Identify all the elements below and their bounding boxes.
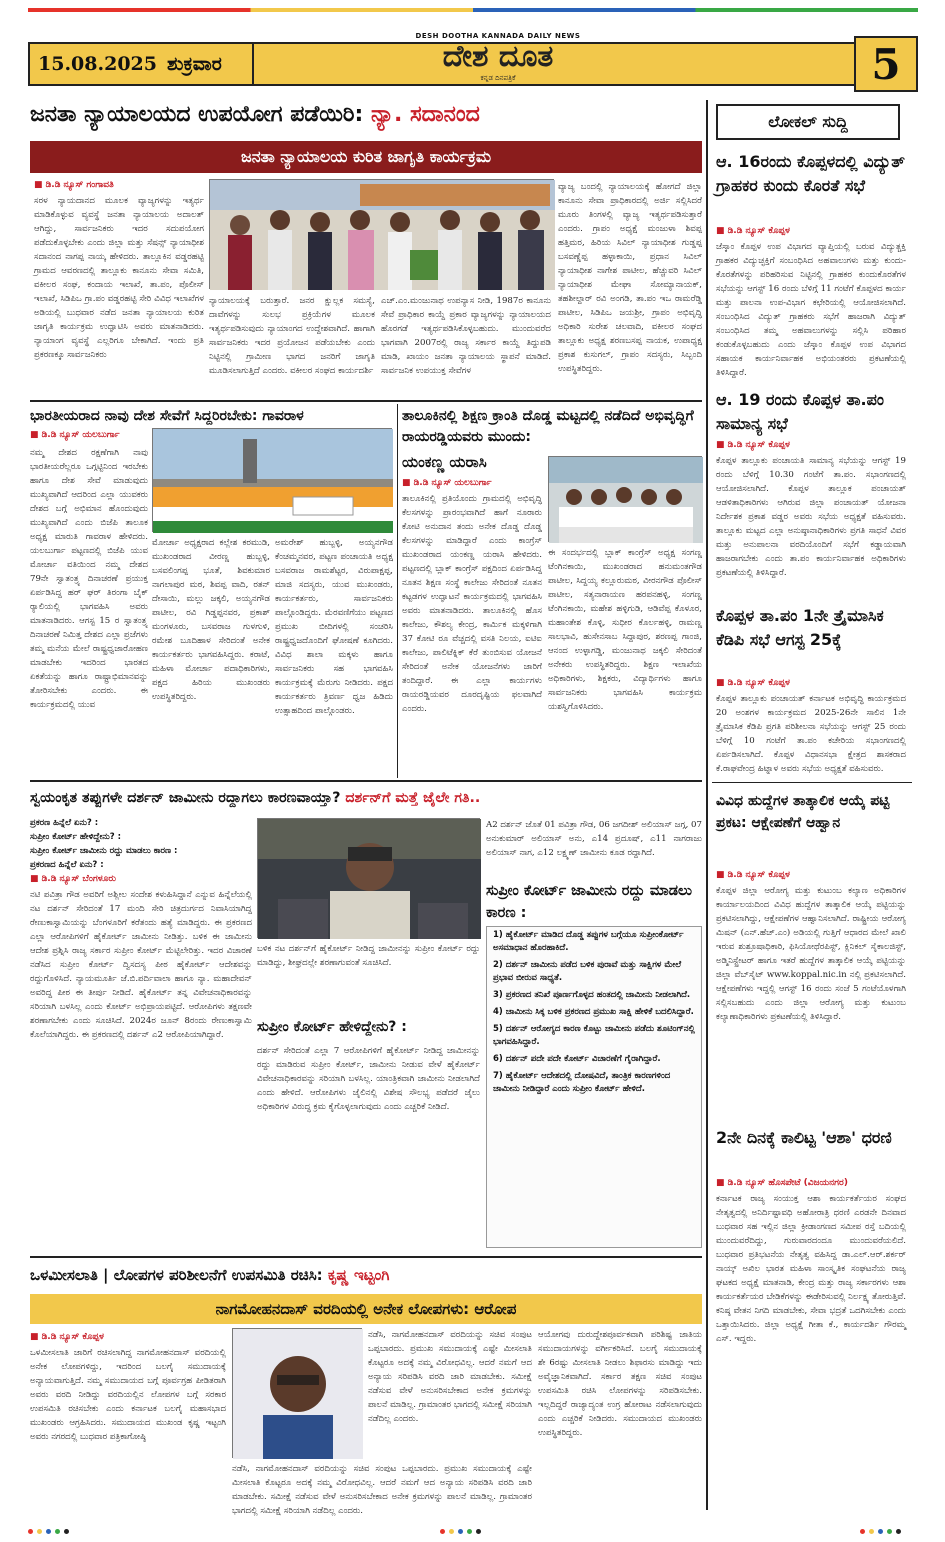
story5-col2: ನಡೆಸಿ, ನಾಗಮೋಹನದಾಸ್ ವರದಿಯನ್ನು ಸಚಿವ ಸಂಪುಟ ಒಪ್ಪಬಾರದು. ಪ್ರಮುಖ ಸಮುದಾಯಕ್ಕೆ ಎಷ್ಟೇ ಮೀಸಲಾತಿ ಕೊಟ್ಟರೂ ಅದಕ್ಕೆ ನಮ್ಮ ವಿರೋಧವಿಲ್ಲ. ಆದರೆ ನಮಗೆ ಆದ ಅನ್ಯಾಯ ಸರಿಪಡಿಸಿ ವರದಿ ಜಾರಿ ಮಾಡಬೇಕು. ಸಮೀಕ್ಷೆ ನಡೆಸುವ ವೇಳೆ ಅನುಸರಿಸಬೇಕಾದ ಅನೇಕ ಕ್ರಮಗಳನ್ನು ಪಾಲನೆ ಮಾಡಿಲ್ಲ. ಗ್ರಾಮಾಂತರ ಭಾಗದಲ್ಲಿ ಸಮೀಕ್ಷೆ ಸರಿಯಾಗಿ ನಡೆದಿಲ್ಲ ಎಂದರು. [232, 1464, 532, 1516]
sidebar-s3-byline: ■ ಡಿ.ಡಿ ನ್ಯೂಸ್ ಕೊಪ್ಪಳ [716, 678, 906, 688]
divider [30, 1256, 702, 1258]
story4-sub1: ಸುಪ್ರೀಂ ಕೋರ್ಟ್ ಹೇಳಿದ್ದೇನು? : [257, 1019, 407, 1035]
reason-item: 7) ಹೈಕೋರ್ಟ್ ಆದೇಶದಲ್ಲಿ ದೋಷವಿದೆ, ತಾಂತ್ರಿಕ ಕಾರಣಗಳಿಂದ ಜಾಮೀನು ನೀಡಿದ್ದಾರೆ ಎಂದು ಸುಪ್ರೀಂ ಕೋರ್ಟ್ ಹೇಳಿದೆ. [493, 1071, 671, 1094]
story5-col2b: ನಡೆಸಿ, ನಾಗಮೋಹನದಾಸ್ ವರದಿಯನ್ನು ಸಚಿವ ಸಂಪುಟ ಒಪ್ಪಬಾರದು. ಪ್ರಮುಖ ಸಮುದಾಯಕ್ಕೆ ಎಷ್ಟೇ ಮೀಸಲಾತಿ ಕೊಟ್ಟರೂ ಅದಕ್ಕೆ ನಮ್ಮ ವಿರೋಧವಿಲ್ಲ. ಆದರೆ ನಮಗೆ ಆದ ಅನ್ಯಾಯ ಸರಿಪಡಿಸಿ ವರದಿ ಜಾರಿ ಮಾಡಬೇಕು. ಸಮೀಕ್ಷೆ ನಡೆಸುವ ವೇಳೆ ಅನುಸರಿಸಬೇಕಾದ ಅನೇಕ ಕ್ರಮಗಳನ್ನು ಪಾಲನೆ ಮಾಡಿಲ್ಲ. ಗ್ರಾಮಾಂತರ ಭಾಗದಲ್ಲಿ ಸಮೀಕ್ಷೆ ಸರಿಯಾಗಿ ನಡೆದಿಲ್ಲ ಎಂದರು. [368, 1330, 532, 1424]
story2-photo-image [153, 429, 393, 533]
sidebar-s5-byline: ■ ಡಿ.ಡಿ ನ್ಯೂಸ್ ಹೊಸಪೇಟೆ (ವಿಜಯನಗರ) [716, 1178, 906, 1188]
story1-col2: ನ್ಯಾಯಾಲಯಕ್ಕೆ ಬರುತ್ತಾರೆ. ಜನರ ಕ್ಷುಲ್ಲಕ ಸಮಸ್ಯೆ, ದಾವೆಗಳನ್ನು ಸುಲಭ ಪ್ರಕ್ರಿಯೆಗಳ ಮೂಲಕ ಇತ್ಯರ್ಥಪಡಿಸುವುದು ನ್ಯಾಯಾಂಗದ ಉದ್ದೇಶವಾಗಿದೆ. ಹಾಗಾಗಿ ಸಾರ್ವಜನಿಕರು ಇದರ ಪ್ರಯೋಜನ ಪಡೆಯಬೇಕು ಎಂದು ನಿಟ್ಟಿನಲ್ಲಿ ಗ್ರಾಮೀಣ ಭಾಗದ ಜನರಿಗೆ ಜಾಗೃತಿ ಮೂಡಿಸಲಾಗುತ್ತಿದೆ ಎಂದರು. ವಕೀಲರ ಸಂಘದ ಕಾರ್ಯದರ್ಶಿ [209, 296, 375, 376]
sidebar-s2-byline: ■ ಡಿ.ಡಿ ನ್ಯೂಸ್ ಕೊಪ್ಪಳ [716, 440, 906, 450]
story4-reasons [486, 926, 702, 1248]
story1-headline-red: ನ್ಯಾ. ಸದಾನಂದ [370, 102, 480, 127]
story4-col1: ನಟಿ ಪವಿತ್ರಾ ಗೌಡ ಅವರಿಗೆ ಅಶ್ಲೀಲ ಸಂದೇಶ ಕಳುಹಿಸಿದ್ದಾನೆ ಎನ್ನುವ ಹಿನ್ನೆಲೆಯಲ್ಲಿ ನಟ ದರ್ಶನ್ ಸೇರಿದಂತೆ 17 ಮಂದಿ ಸೇರಿ ಚಿತ್ರದುರ್ಗದ ನಿವಾಸಿಯಾಗಿದ್ದ ರೇಣುಕಾಸ್ವಾಮಿಯನ್ನು ಬೆಂಗಳೂರಿಗೆ ಕರೆತಂದು ಹತ್ಯೆ ಮಾಡಿದ್ದರು. ಈ ಪ್ರಕರಣದ ಎಲ್ಲಾ ಆರೋಪಿಗಳಿಗೆ ಹೈಕೋರ್ಟ್ ಜಾಮೀನು ನೀಡಿತ್ತು. ಬಳಿಕ ಈ ಜಾಮೀನು ಆದೇಶ ಪ್ರಶ್ನಿಸಿ ರಾಜ್ಯ ಸರ್ಕಾರ ಸುಪ್ರೀಂ ಕೋರ್ಟ್ ಮೆಟ್ಟಿಲೇರಿತ್ತು. ಇದರ ವಿಚಾರಣೆ ನಡೆಸಿದ ಸುಪ್ರೀಂ ಕೋರ್ಟ್ ದ್ವಿಸದಸ್ಯ ಪೀಠ ಹೈಕೋರ್ಟ್ ಆದೇಶವನ್ನು ರದ್ದುಗೊಳಿಸಿದೆ. ನ್ಯಾಯಮೂರ್ತಿ ಜೆ.ಬಿ.ಪರ್ದಿವಾಲಾ ಹಾಗೂ ನ್ಯಾ. ಮಹಾದೇವನ್ ಅವರಿದ್ದ ಪೀಠ ಈ ತೀರ್ಪು ನೀಡಿದೆ. ಹೈಕೋರ್ಟ್ ತನ್ನ ವಿವೇಚನಾಧಿಕಾರವನ್ನು ಸರಿಯಾಗಿ ಬಳಸಿಲ್ಲ ಎಂದು ಕೋರ್ಟ್ ಅಭಿಪ್ರಾಯಪಟ್ಟಿದೆ. ಆರೋಪಿಗಳು ತಕ್ಷಣವೇ ಶರಣಾಗಬೇಕು ಎಂದು ಸೂಚಿಸಿದೆ. 2024ರ ಜೂನ್ 8ರಂದು ರೇಣುಕಾಸ್ವಾಮಿ ಕೊಲೆಯಾಗಿದ್ದರು. ಈ ಪ್ರಕರಣದಲ್ಲಿ ದರ್ಶನ್ ಎ2 ಆರೋಪಿಯಾಗಿದ್ದಾರೆ. [30, 890, 252, 1040]
story2-col1: ನಮ್ಮ ದೇಶದ ರಕ್ಷಣೆಗಾಗಿ ನಾವು ಭಾರತೀಯರೆಲ್ಲರೂ ಒಗ್ಗಟ್ಟಿನಿಂದ ಇರಬೇಕು ಹಾಗೂ ದೇಶ ಸೇವೆ ಮಾಡುವುದು ಮುಖ್ಯವಾಗಿದೆ ಆದರಿಂದ ಎಲ್ಲಾ ಯುವಕರು ದೇಶದ ಬಗ್ಗೆ ಅಭಿಮಾನ ಹೊಂದುವುದು ಮುಖ್ಯವಾಗಿದೆ ಎಂದು ಬಿಜೆಪಿ ತಾಲೂಕ ಅಧ್ಯಕ್ಷ ಮಾರುತಿ ಗಾವರಾಳ ಹೇಳಿದರು. ಯಲಬುರ್ಗಾ ಪಟ್ಟಣದಲ್ಲಿ ಬಿಜೆಪಿ ಯುವ ಮೋರ್ಚಾ ವತಿಯಿಂದ ನಮ್ಮ ದೇಶದ 79ನೇ ಸ್ವಾತಂತ್ರ್ಯ ದಿನಾಚರಣೆ ಪ್ರಯುಕ್ತ ಏರ್ಪಡಿಸಿದ್ದ ಹರ್ ಘರ್ ತಿರಂಗಾ ಬೈಕ್ ರ‍್ಯಾಲಿಯಲ್ಲಿ ಭಾಗವಹಿಸಿ ಅವರು ಮಾತನಾಡಿದರು. ಆಗಸ್ಟ 15 ರ ಸ್ವಾತಂತ್ರ್ಯ ದಿನಾಚರಣೆ ನಿಮಿತ್ತ ದೇಶದ ಎಲ್ಲಾ ಪ್ರಜೆಗಳು ತಮ್ಮ ಮನೆಯ ಮೇಲೆ ರಾಷ್ಟ್ರಧ್ವಜಾರೋಹಣ ಮಾಡಬೇಕು ಇದರಿಂದ ಭಾರತದ ಏಕತೆಯನ್ನು ಹಾಗೂ ರಾಷ್ಟ್ರಾಭಿಮಾನವನ್ನು ತೋರಿಸಬೇಕು ಎಂದರು. ಈ ಕಾರ್ಯಕ್ರಮದಲ್ಲಿ ಯುವ [30, 448, 148, 710]
story1-photo [209, 179, 554, 289]
sidebar-s5-body: ಕರ್ನಾಟಕ ರಾಜ್ಯ ಸಂಯುಕ್ತ ಆಶಾ ಕಾರ್ಯಕರ್ತೆಯರ ಸಂಘದ ನೇತೃತ್ವದಲ್ಲಿ ಅನಿರ್ದಿಷ್ಟಾವಧಿ ಅಹೋರಾತ್ರಿ ಧರಣಿ ಎರಡನೇ ದಿನವಾದ ಬುಧವಾರ ಸಹ ಇಲ್ಲಿನ ಜಿಲ್ಲಾ ಕ್ರೀಡಾಂಗಣದ ಸಮೀಪ ರಸ್ತೆ ಬದಿಯಲ್ಲಿ ಮುಂದುವರೆದಿದ್ದು, ಗುರುವಾರದಂದೂ ಮುಂದುವರೆಯಲಿದೆ. ಬುಧವಾರ ಪ್ರತಿಭಟನೆಯ ನೇತೃತ್ವ ವಹಿಸಿದ್ದ ಡಾ.ಎಲ್.ಆರ್.ಶರ್ಕರ್ ನಾಯ್ಕ್ ಅಖಿಲ ಭಾರತ ಮಹಿಳಾ ಸಾಂಸ್ಕೃತಿಕ ಸಂಘಟನೆಯ ರಾಜ್ಯ ಘಟಕದ ಅಧ್ಯಕ್ಷೆ ಮಾತನಾಡಿ, ಕೇಂದ್ರ ಮತ್ತು ರಾಜ್ಯ ಸರ್ಕಾರಗಳು ಆಶಾ ಕಾರ್ಯಕರ್ತೆಯರ ಬೇಡಿಕೆಗಳನ್ನು ಈಡೇರಿಸುವಲ್ಲಿ ನಿರ್ಲಕ್ಷ್ಯ ತೋರುತ್ತಿವೆ. ಕನಿಷ್ಠ ವೇತನ ನಿಗದಿ ಮಾಡಬೇಕು, ಸೇವಾ ಭದ್ರತೆ ಒದಗಿಸಬೇಕು ಎಂದು ಒತ್ತಾಯಿಸಿದರು. ಜಿಲ್ಲಾ ಅಧ್ಯಕ್ಷೆ ಗೀತಾ ಕೆ., ಕಾರ್ಯದರ್ಶಿ ಗೌರಮ್ಮ ಎಸ್. ಇದ್ದರು. [716, 1194, 906, 1344]
sidebar-s4-byline: ■ ಡಿ.ಡಿ ನ್ಯೂಸ್ ಕೊಪ್ಪಳ [716, 870, 906, 880]
reason-item: 2) ದರ್ಶನ್ ಜಾಮೀನು ಪಡೆದ ಬಳಿಕ ಪುರಾವೆ ಮತ್ತು ಸಾಕ್ಷಿಗಳ ಮೇಲೆ ಪ್ರಭಾವ ಬೀರುವ ಸಾಧ್ಯತೆ. [493, 960, 682, 983]
reason-item: 5) ದರ್ಶನ್ ಆರೋಗ್ಯದ ಕಾರಣ ಕೊಟ್ಟು ಜಾಮೀನು ಪಡೆದು ಶೂಟಿಂಗ್‌ನಲ್ಲಿ ಭಾಗವಹಿಸಿದ್ದಾರೆ. [493, 1024, 695, 1047]
sidebar-s2-body: ಕೊಪ್ಪಳ ತಾಲ್ಲೂಕು ಪಂಚಾಯತಿ ಸಾಮಾನ್ಯ ಸಭೆಯನ್ನು ಆಗಸ್ಟ್ 19 ರಂದು ಬೆಳಿಗ್ಗೆ 10.30 ಗಂಟೆಗೆ ತಾ.ಪಂ. ಸಭಾಂಗಣದಲ್ಲಿ ಆಯೋಜಿಸಲಾಗಿದೆ. ಕೊಪ್ಪಳ ತಾಲ್ಲೂಕ ಪಂಚಾಯತ್ ಆಡಳಿತಾಧಿಕಾರಿಗಳು ಆಗಿರುವ ಜಿಲ್ಲಾ ಪಂಚಾಯತ್ ಯೋಜನಾ ನಿರ್ದೇಶಕ ಪ್ರಕಾಶ ವಡ್ಡರ ಅವರು ಸಭೆಯ ಅಧ್ಯಕ್ಷತೆ ವಹಿಸುವರು. ತಾಲ್ಲೂಕು ಮಟ್ಟದ ಎಲ್ಲಾ ಅನುಷ್ಠಾನಾಧಿಕಾರಿಗಳು ಪ್ರಗತಿ ಸಾಧನೆ ವಿವರ ಮತ್ತು ಅನುಪಾಲನಾ ವರದಿಯೊಂದಿಗೆ ಸಭೆಗೆ ಕಡ್ಡಾಯವಾಗಿ ಹಾಜರಾಗಬೇಕು ಎಂದು ತಾ.ಪಂ ಕಾರ್ಯನಿರ್ವಾಹಕ ಅಧಿಕಾರಿಗಳು ಪ್ರಕಟಣೆಯಲ್ಲಿ ತಿಳಿಸಿದ್ದಾರೆ. [716, 456, 906, 578]
story3-byline: ■ ಡಿ.ಡಿ ನ್ಯೂಸ್ ಯಲಬುರ್ಗಾ [402, 478, 542, 488]
story4-headline [30, 786, 702, 810]
reason-item: 3) ಪ್ರಕರಣದ ತನಿಖೆ ಪೂರ್ಣಗೊಳ್ಳದ ಹಂತದಲ್ಲಿ ಜಾಮೀನು ನೀಡಲಾಗಿದೆ. [493, 990, 691, 1000]
divider [30, 780, 702, 782]
toc-item: ಸುಪ್ರೀಂ ಕೋರ್ಟ್ ಹೇಳಿದ್ದೇನು? : [30, 832, 122, 842]
story2-col2: ಮೋರ್ಚಾ ಅಧ್ಯಕ್ಷರಾದ ಕಲ್ಲೇಶ ಕರಮುಡಿ, ಮುಖಂಡರಾದ ವೀರಣ್ಣ ಹುಬ್ಬಳ್ಳಿ, ಬಸವಲಿಂಗಪ್ಪ ಭೂತೆ, ಶಿವಕುಮಾರ ನಾಗಲಾಪುರ ಮಠ, ಶಿವಪ್ಪ ವಾದಿ, ರತನ್ ದೇಸಾಯಿ, ಮಲ್ಲು ಜಕ್ಕಲಿ, ಅಯ್ಯನಗೌಡ ಪಾಟೀಲ, ರವಿ ಗಿಡ್ಡಪ್ಪನವರ, ಪ್ರಕಾಶ್ ಮಂಗಳೂರು, ಬಸವರಾಜ ಗುಳಗುಳಿ, ರಮೇಶ ಬೂದಿಹಾಳ ಸೇರಿದಂತೆ ಅನೇಕ ಕಾರ್ಯಕರ್ತರು ಭಾಗವಹಿಸಿದ್ದರು. ಕರಾಟೆ, ಮಹಿಳಾ ಮೋರ್ಚಾ ಪದಾಧಿಕಾರಿಗಳು, ಪಕ್ಷದ ಹಿರಿಯ ಮುಖಂಡರು ಉಪಸ್ಥಿತರಿದ್ದರು. [152, 538, 270, 702]
story4-sub2: ಸುಪ್ರೀಂ ಕೋರ್ಟ್ ಜಾಮೀನು ರದ್ದು ಮಾಡಲು ಕಾರಣ : [486, 883, 692, 921]
story1-subhead: ಜನತಾ ನ್ಯಾಯಾಲಯ ಕುರಿತ ಜಾಗೃತಿ ಕಾರ್ಯಕ್ರಮ [30, 141, 702, 173]
sidebar-s1-byline: ■ ಡಿ.ಡಿ ನ್ಯೂಸ್ ಕೊಪ್ಪಳ [716, 226, 906, 236]
story1-headline [30, 100, 702, 130]
sidebar-s3-headline: ಕೊಪ್ಪಳ ತಾ.ಪಂ 1ನೇ ತ್ರೈಮಾಸಿಕ ಕೆಡಿಪಿ ಸಭೆ ಆಗಸ್ಟ 25ಕ್ಕೆ [716, 606, 884, 649]
masthead-header [28, 32, 918, 92]
registration-dots-right [860, 1529, 901, 1534]
divider [397, 404, 398, 778]
story1-headline-black: ಜನತಾ ನ್ಯಾಯಾಲಯದ ಉಪಯೋಗ ಪಡೆಯಿರಿ: [30, 102, 364, 127]
story3-col1: ತಾಲೂಕಿನಲ್ಲಿ ಪ್ರತಿಯೊಂದು ಗ್ರಾಮದಲ್ಲಿ ಅಭಿವೃದ್ಧಿ ಕೆಲಸಗಳನ್ನು ಪ್ರಾರಂಭವಾಗಿದೆ ಹಾಗೆ ನೂರಾರು ಕೋಟಿ ಅನುದಾನ ತಂದು ಅನೇಕ ದೊಡ್ಡ ದೊಡ್ಡ ಕೆಲಸಗಳನ್ನು ಮಾಡಿದ್ದಾರೆ ಎಂದು ಕಾಂಗ್ರೆಸ್ ಮುಖಂಡರಾದ ಯಂಕಣ್ಣ ಯರಾಸಿ ಹೇಳಿದರು. ಪಟ್ಟಣದಲ್ಲಿ ಬ್ಲಾಕ್ ಕಾಂಗ್ರೆಸ್ ಪಕ್ಷದಿಂದ ಏರ್ಪಡಿಸಿದ್ದ ನೂತನ ಶಿಕ್ಷಣ ಸಂಸ್ಥೆ ಕಾಲೇಜು ಸೇರಿದಂತೆ ನೂತನ ಕಟ್ಟಡಗಳ ಉದ್ಘಾಟನೆ ಕಾರ್ಯಕ್ರಮದಲ್ಲಿ ಭಾಗವಹಿಸಿ ಅವರು ಮಾತನಾಡಿದರು. ತಾಲೂಕಿನಲ್ಲಿ ಹೊಸ ಕಾಲೇಜು, ಕೌಶಲ್ಯ ಕೇಂದ್ರ, ಕಾರ್ಮಿಕ ಮಕ್ಕಳಿಗಾಗಿ 37 ಕೋಟಿ ರೂ ವೆಚ್ಚದಲ್ಲಿ ವಸತಿ ನಿಲಯ, ಐಟಿಐ ಕಾಲೇಜು, ಪಾಲಿಟೆಕ್ನಿಕ್ ಕೆರೆ ತುಂಬಿಸುವ ಯೋಜನೆ ಸೇರಿದಂತೆ ಅನೇಕ ಯೋಜನೆಗಳು ಜಾರಿಗೆ ತಂದಿದ್ದಾರೆ. ಈ ಎಲ್ಲಾ ಕಾರ್ಯಗಳು ರಾಯರಡ್ಡಿಯವರ ದೂರದೃಷ್ಟಿಯ ಫಲವಾಗಿದೆ ಎಂದರು. [402, 494, 542, 714]
story5-subhead: ನಾಗಮೋಹನದಾಸ್ ವರದಿಯಲ್ಲಿ ಅನೇಕ ಲೋಪಗಳು: ಆರೋಪ [30, 1294, 702, 1324]
story3-name: ಯಂಕಣ್ಣ ಯರಾಸಿ [402, 453, 487, 471]
weekday-text: ಶುಕ್ರವಾರ [167, 53, 222, 75]
section-tag-local-news: ಲೋಕಲ್ ಸುದ್ದಿ [716, 104, 900, 140]
story4-col3-top: A2 ದರ್ಶನ್ ಜೊತೆ 01 ಪವಿತ್ರಾ ಗೌಡ, 06 ಜಗದೀಶ್ ಅಲಿಯಾಸ್ ಜಗ್ಗ, 07 ಅನುಕುಮಾರ್ ಅಲಿಯಾಸ್ ಅನು, ಎ14 ಪ್ರದೂಷ್, ಎ11 ನಾಗರಾಜು ಅಲಿಯಾಸ್ ನಾಗ, ಎ12 ಲಕ್ಷ್ಮಣ್ ಜಾಮೀನು ಕೂಡ ರದ್ದಾಗಿದೆ. [486, 820, 702, 858]
story1-col3: ಎಚ್.ಎಂ.ಮಂಜುನಾಥ ಉಪನ್ಯಾಸ ನೀಡಿ, 1987ರ ಕಾನೂನು ಸೇವೆ ಪ್ರಾಧಿಕಾರ ಕಾಯ್ದೆ ಪ್ರಕಾರ ವ್ಯಾಜ್ಯಗಳನ್ನು ನ್ಯಾಯಾಲಯದ ಹೊರಗಡೆ ಇತ್ಯರ್ಥಪಡಿಸಿಕೊಳ್ಳಬಹುದು. ಮುಂದುವರೆದ ಭಾಗವಾಗಿ 2007ರಲ್ಲಿ ರಾಜ್ಯ ಸರ್ಕಾರ ಕಾಯ್ದೆ ತಿದ್ದುಪಡಿ ಮಾಡಿ, ಖಾಯಂ ಜನತಾ ನ್ಯಾಯಾಲಯ ಸ್ಥಾಪನೆ ಮಾಡಿದೆ. ಸಾರ್ವಜನಿಕ ಉಪಯುಕ್ತ ಸೇವೆಗಳ [381, 296, 551, 376]
story5-headline [30, 1262, 702, 1288]
story4-photo [257, 818, 480, 938]
story5-headline-black: ಒಳಮೀಸಲಾತಿ | ಲೋಪಗಳ ಪರಿಶೀಲನೆಗೆ ಉಪಸಮಿತಿ ರಚಿಸಿ: [30, 1266, 323, 1284]
registration-dots-left [28, 1529, 69, 1534]
story2-photo [152, 428, 392, 532]
sidebar-s2-headline: ಆ. 19 ರಂದು ಕೊಪ್ಪಳ ತಾ.ಪಂ ಸಾಮಾನ್ಯ ಸಭೆ [716, 390, 884, 433]
story5-photo [232, 1328, 362, 1458]
story1-col1: ಸರಳ ನ್ಯಾಯದಾನದ ಮೂಲಕ ವ್ಯಾಜ್ಯಗಳನ್ನು ಇತ್ಯರ್ಥ ಮಾಡಿಕೊಳ್ಳುವ ವ್ಯವಸ್ಥೆ ಜನತಾ ನ್ಯಾಯಾಲಯ ಅದಾಲತ್ ಆಗಿದ್ದು, ಸಾರ್ವಜನಿಕರು ಇದರ ಸದುಪಯೋಗ ಪಡೆದುಕೊಳ್ಳಬೇಕು ಎಂದು ಜಿಲ್ಲಾ ಮತ್ತು ಸೆಷನ್ಸ್ ನ್ಯಾಯಾಧೀಶ ಸದಾನಂದ ನಾಗಪ್ಪ ನಾಯ್ಕ ಹೇಳಿದರು. ತಾಲ್ಲೂಕಿನ ವಡ್ಡರಹಟ್ಟಿ ಗ್ರಾಮದ ಆವರಣದಲ್ಲಿ ತಾಲ್ಲೂಕು ಕಾನೂನು ಸೇವಾ ಸಮಿತಿ, ವಕೀಲರ ಸಂಘ, ಕಂದಾಯ ಇಲಾಖೆ, ತಾ.ಪಂ, ಪೊಲೀಸ್ ಇಲಾಖೆ, ಸಿಡಿಪಿಒ ಗ್ರಾ.ಪಂ ವಡ್ಡರಹಟ್ಟಿ ಸೇರಿ ವಿವಿಧ ಇಲಾಖೆಗಳ ಅಡಿಯಲ್ಲಿ ಬುಧವಾರ ನಡೆದ ಜನತಾ ನ್ಯಾಯಾಲಯ ಕುರಿತ ಜಾಗೃತಿ ಕಾರ್ಯಕ್ರಮ ಉದ್ಘಾಟಿಸಿ ಅವರು ಮಾತನಾಡಿದರು. ನ್ಯಾಯಾಂಗ ವ್ಯವಸ್ಥೆ ಎಲ್ಲರಿಗೂ ಬೇಕಾಗಿದೆ. ಇಂದು ಪ್ರತಿ ಪ್ರಕರಣಕ್ಕೂ ಸಾರ್ವಜನಿಕರು [34, 196, 204, 360]
divider [712, 782, 912, 783]
story4-caption: ಬಳಿಕ ನಟ ದರ್ಶನ್‌ಗೆ ಹೈಕೋರ್ಟ್ ನೀಡಿದ್ದ ಜಾಮೀನನ್ನು ಸುಪ್ರೀಂ ಕೋರ್ಟ್ ರದ್ದು ಮಾಡಿದ್ದು, ಶೀಘ್ರದಲ್ಲೇ ಶರಣಾಗುವಂತೆ ಸೂಚಿಸಿದೆ. [257, 944, 480, 968]
toc-item: ಪ್ರಕರಣದ ಹಿನ್ನೆಲೆ ಏನು? : [30, 860, 104, 870]
sidebar-s5-headline: 2ನೇ ದಿನಕ್ಕೆ ಕಾಲಿಟ್ಟ 'ಆಶಾ' ಧರಣಿ [716, 1128, 892, 1147]
divider [30, 400, 702, 402]
reason-item: 4) ಜಾಮೀನು ಸಿಕ್ಕ ಬಳಿಕ ಪ್ರಕರಣದ ಪ್ರಮುಖ ಸಾಕ್ಷಿ ಹೇಳಿಕೆ ಬದಲಿಸಿದ್ದಾರೆ. [493, 1007, 694, 1017]
sidebar-s4-body: ಕೊಪ್ಪಳ ಜಿಲ್ಲಾ ಆರೋಗ್ಯ ಮತ್ತು ಕುಟುಂಬ ಕಲ್ಯಾಣ ಅಧಿಕಾರಿಗಳ ಕಾರ್ಯಾಲಯದಿಂದ ವಿವಿಧ ಹುದ್ದೆಗಳ ತಾತ್ಕಾಲಿಕ ಆಯ್ಕೆ ಪಟ್ಟಿಯನ್ನು ಪ್ರಕಟಿಸಲಾಗಿದ್ದು, ಆಕ್ಷೇಪಣೆಗಳ ಆಹ್ವಾನಿಸಲಾಗಿದೆ. ರಾಷ್ಟ್ರೀಯ ಆರೋಗ್ಯ ಮಿಷನ್ (ಎನ್.ಹೆಚ್.ಎಂ) ಅಡಿಯಲ್ಲಿ ಗುತ್ತಿಗೆ ಆಧಾರದ ಮೇಲೆ ಖಾಲಿ ಇರುವ ಶುಶ್ರೂಷಾಧಿಕಾರಿ, ಫಿಸಿಯೋಥೆರಪಿಸ್ಟ್, ಕ್ಲಿನಿಕಲ್ ಸೈಕಾಲಜಿಸ್ಟ್, ಅಡ್ಮಿನಿಸ್ಟ್ರೇಟರ್ ಹಾಗೂ ಇತರೆ ಹುದ್ದೆಗಳ ತಾತ್ಕಾಲಿಕ ಆಯ್ಕೆ ಪಟ್ಟಿಯನ್ನು ಜಿಲ್ಲಾ ವೆಬ್‌ಸೈಟ್ www.koppal.nic.in ನಲ್ಲಿ ಪ್ರಕಟಿಸಲಾಗಿದೆ. ಆಕ್ಷೇಪಣೆಗಳು ಇದ್ದಲ್ಲಿ ಆಗಸ್ಟ್ 16 ರಂದು ಸಂಜೆ 5 ಗಂಟೆಯೊಳಗಾಗಿ ಸಲ್ಲಿಸಬಹುದು ಎಂದು ಜಿಲ್ಲಾ ಆರೋಗ್ಯ ಮತ್ತು ಕುಟುಂಬ ಕಲ್ಯಾಣಾಧಿಕಾರಿಗಳು ಪ್ರಕಟಣೆಯಲ್ಲಿ ತಿಳಿಸಿದ್ದಾರೆ. [716, 886, 906, 1022]
story4-headline-red: ದರ್ಶನ್‌ಗೆ ಮತ್ತೆ ಜೈಲೇ ಗತಿ.. [345, 790, 481, 806]
sidebar-s4-headline: ವಿವಿಧ ಹುದ್ದೆಗಳ ತಾತ್ಕಾಲಿಕ ಆಯ್ಕೆ ಪಟ್ಟಿ ಪ್ರಕಟ: ಆಕ್ಷೇಪಣೆಗೆ ಆಹ್ವಾನ [716, 793, 890, 831]
sidebar-s3-body: ಕೊಪ್ಪಳ ತಾಲ್ಲೂಕು ಪಂಚಾಯತ್ ಕರ್ನಾಟಕ ಅಭಿವೃದ್ಧಿ ಕಾರ್ಯಕ್ರಮದ 20 ಅಂಶಗಳ ಕಾರ್ಯಕ್ರಮದ 2025-26ನೇ ಸಾಲಿನ 1ನೇ ತ್ರೈಮಾಸಿಕ ಕೆಡಿಪಿ ಪ್ರಗತಿ ಪರಿಶೀಲನಾ ಸಭೆಯನ್ನು ಆಗಸ್ಟ್ 25 ರಂದು ಬೆಳಿಗ್ಗೆ 10 ಗಂಟೆಗೆ ತಾ.ಪಂ ಕಚೇರಿಯ ಸಭಾಂಗಣದಲ್ಲಿ ಏರ್ಪಡಿಸಲಾಗಿದೆ. ಕೊಪ್ಪಳ ವಿಧಾನಸಭಾ ಕ್ಷೇತ್ರದ ಶಾಸಕರಾದ ಕೆ.ರಾಘವೇಂದ್ರ ಹಿಟ್ನಾಳ ಅವರು ಸಭೆಯ ಅಧ್ಯಕ್ಷತೆ ವಹಿಸುವರು. [716, 694, 906, 774]
paper-name-english: DESH DOOTHA KANNADA DAILY NEWS [415, 32, 581, 40]
story5-byline: ■ ಡಿ.ಡಿ ನ್ಯೂಸ್ ಕೊಪ್ಪಳ [30, 1332, 226, 1342]
issue-date [28, 42, 254, 86]
toc-item: ಸುಪ್ರೀಂ ಕೋರ್ಟ್ ಜಾಮೀನು ರದ್ದು ಮಾಡಲು ಕಾರಣ : [30, 846, 178, 856]
story4-headline-black: ಸ್ವಯಂಕೃತ ತಪ್ಪುಗಳೇ ದರ್ಶನ್ ಜಾಮೀನು ರದ್ದಾಗಲು ಕಾರಣವಾಯ್ತಾ? [30, 790, 341, 806]
story5-headline-red: ಕೃಷ್ಣ ಇಟ್ಟಂಗಿ [327, 1266, 390, 1284]
page-number: 5 [854, 36, 918, 92]
story2-byline: ■ ಡಿ.ಡಿ ನ್ಯೂಸ್ ಯಲಬುರ್ಗಾ [30, 430, 148, 440]
sidebar-s1-body: ಜೆಸ್ಕಾಂ ಕೊಪ್ಪಳ ಉಪ ವಿಭಾಗದ ವ್ಯಾಪ್ತಿಯಲ್ಲಿ ಬರುವ ವಿದ್ಯುತ್ಚಕ್ತಿ ಗ್ರಾಹಕರ ವಿದ್ಯುಚ್ಛಕ್ತಿಗೆ ಸಂಬಂಧಿಸಿದ ಅಹವಾಲುಗಳು ಮತ್ತು ಕುಂದು-ಕೊರತೆಗಳನ್ನು ಪರಿಹರಿಸುವ ನಿಟ್ಟಿನಲ್ಲಿ ಗ್ರಾಹಕರ ಕುಂದುಕೊರತೆಗಳ ಸಭೆಯನ್ನು ಆಗಸ್ಟ್ 16 ರಂದು ಬೆಳಿಗ್ಗೆ 11 ಗಂಟೆಗೆ ಕೊಪ್ಪಳದ ಕಾರ್ಯ ಮತ್ತು ಪಾಲನಾ ಉಪ-ವಿಭಾಗ ಕಛೇರಿಯಲ್ಲಿ ಆಯೋಜಿಸಲಾಗಿದೆ. ಸಂಬಂಧಿಸಿದ ವಿದ್ಯುತ್ ಗ್ರಾಹಕರು ಸಭೆಗೆ ಹಾಜರಾಗಿ ವಿದ್ಯುತ್ ಸಂಬಂಧಿಸಿದ ತಮ್ಮ ಅಹವಾಲುಗಳನ್ನು ಸಲ್ಲಿಸಿ ಪರಿಹಾರ ಕಂಡುಕೊಳ್ಳಬಹುದು ಎಂದು ಜೆಸ್ಕಾಂ ಕೊಪ್ಪಳ ಉಪ ವಿಭಾಗದ ಸಹಾಯಕ ಕಾರ್ಯನಿರ್ವಾಹಕ ಅಭಿಯಂತರರು ಪ್ರಕಟಣೆಯಲ್ಲಿ ತಿಳಿಸಿದ್ದಾರೆ. [716, 242, 906, 378]
story4-toc [30, 816, 250, 872]
registration-dots-center [440, 1529, 481, 1534]
story3-photo-image [549, 457, 703, 543]
story3-col2: ಈ ಸಂದರ್ಭದಲ್ಲಿ ಬ್ಲಾಕ್ ಕಾಂಗ್ರೆಸ್ ಅಧ್ಯಕ್ಷ ಸಂಗಣ್ಣ ಟೆಂಗಿನಕಾಯಿ, ಮುಖಂಡರಾದ ಹನುಮಂತಗೌಡ ಪಾಟೀಲ, ಸಿದ್ದಯ್ಯ ಕಲ್ಲೂರುಮಠ, ವೀರನಗೌಡ ಪೊಲೀಸ್ ಪಾಟೀಲ, ಸತ್ಯನಾರಾಯಣ ಹರಪನಹಳ್ಳಿ, ಸಂಗಣ್ಣ ಟೆಂಗಿನಕಾಯಿ, ಮಹೇಶ ಹಳ್ಳಿಗುಡಿ, ಆಡಿವೆಪ್ಪ ಕೊಳೂರ, ಮಹಾಂತೇಶ ಕೊಳ್ಳಿ, ಸುಧೀರ ಕೊರ್ಲಹಳ್ಳಿ, ರಾಮಣ್ಣ ಸಾಲಭಾವಿ, ಹುಸೇನಸಾಬ ಸಿದ್ದಾಪುರ, ಶರಣಪ್ಪ ಗಾಂಜಿ, ಆನಂದ ಉಳ್ಳಾಗಡ್ಡಿ, ಮಂಜುನಾಥ ಜಕ್ಕಲಿ ಸೇರಿದಂತೆ ಅನೇಕರು ಉಪಸ್ಥಿತರಿದ್ದರು. ಶಿಕ್ಷಣ ಇಲಾಖೆಯ ಅಧಿಕಾರಿಗಳು, ಶಿಕ್ಷಕರು, ವಿದ್ಯಾರ್ಥಿಗಳು ಹಾಗೂ ಸಾರ್ವಜನಿಕರು ಭಾಗವಹಿಸಿ ಕಾರ್ಯಕ್ರಮ ಯಶಸ್ವಿಗೊಳಿಸಿದರು. [548, 548, 702, 712]
story2-col3: ಅಮರೇಶ್ ಹುಬ್ಬಳ್ಳಿ, ಅಯ್ಯನಗೌಡ ಕೆಂಚಮ್ಮನವರ, ಪಟ್ಟಣ ಪಂಚಾಯತಿ ಅಧ್ಯಕ್ಷ ಬಸವರಾಜ ರಾಮಶೆಟ್ಟರ, ವಿರುಪಾಕ್ಷಪ್ಪ, ಮಾಜಿ ಸದಸ್ಯರು, ಯುವ ಮುಖಂಡರು, ಕಾರ್ಯಕರ್ತರು, ಸಾರ್ವಜನಿಕರು ಪಾಲ್ಗೊಂಡಿದ್ದರು. ಮೆರವಣಿಗೆಯು ಪಟ್ಟಣದ ಪ್ರಮುಖ ಬೀದಿಗಳಲ್ಲಿ ಸಂಚರಿಸಿ ರಾಷ್ಟ್ರಧ್ವಜದೊಂದಿಗೆ ಘೋಷಣೆ ಕೂಗಿದರು. ವಿವಿಧ ಶಾಲಾ ಮಕ್ಕಳು ಹಾಗೂ ಸಾರ್ವಜನಿಕರು ಸಹ ಭಾಗವಹಿಸಿ ಕಾರ್ಯಕ್ರಮಕ್ಕೆ ಮೆರುಗು ನೀಡಿದರು. ಪಕ್ಷದ ಕಾರ್ಯಕರ್ತರು ತ್ರಿವರ್ಣ ಧ್ವಜ ಹಿಡಿದು ಉತ್ಸಾಹದಿಂದ ಪಾಲ್ಗೊಂಡರು. [275, 538, 393, 716]
story4-col2: ದರ್ಶನ್ ಸೇರಿದಂತೆ ಎಲ್ಲಾ 7 ಆರೋಪಿಗಳಿಗೆ ಹೈಕೋರ್ಟ್ ನೀಡಿದ್ದ ಜಾಮೀನನ್ನು ರದ್ದು ಮಾಡಿರುವ ಸುಪ್ರೀಂ ಕೋರ್ಟ್, ಜಾಮೀನು ನೀಡುವ ವೇಳೆ ಹೈಕೋರ್ಟ್ ವಿವೇಚನಾಧಿಕಾರವನ್ನು ಸರಿಯಾಗಿ ಬಳಸಿಲ್ಲ. ಯಾಂತ್ರಿಕವಾಗಿ ಜಾಮೀನು ನೀಡಲಾಗಿದೆ ಎಂದು ಹೇಳಿದೆ. ಆರೋಪಿಗಳು ಜೈಲಿನಲ್ಲಿ ವಿಶೇಷ ಸೌಲಭ್ಯ ಪಡೆದರೆ ಜೈಲು ಅಧಿಕಾರಿಗಳ ವಿರುದ್ಧ ಕ್ರಮ ಕೈಗೊಳ್ಳಲಾಗುವುದು ಎಂದು ಎಚ್ಚರಿಕೆ ನೀಡಿದೆ. [257, 1046, 480, 1112]
date-text: 15.08.2025 [38, 53, 157, 75]
paper-name: ದೇಶ ದೂತ [442, 39, 554, 74]
story1-byline: ■ ಡಿ.ಡಿ ನ್ಯೂಸ್ ಗಂಗಾವತಿ [34, 180, 204, 190]
divider [706, 100, 708, 1510]
story3-photo [548, 456, 702, 542]
toc-item: ಪ್ರಕರಣ ಹಿನ್ನೆಲೆ ಏನು? : [30, 818, 99, 828]
sidebar-s1-headline: ಆ. 16ರಂದು ಕೊಪ್ಪಳದಲ್ಲಿ ವಿದ್ಯುತ್ ಗ್ರಾಹಕರ ಕುಂದು ಕೊರತೆ ಸಭೆ [716, 152, 905, 195]
reason-item: 6) ದರ್ಶನ್ ಪದೇ ಪದೇ ಕೋರ್ಟ್ ವಿಚಾರಣೆಗೆ ಗೈರಾಗಿದ್ದಾರೆ. [493, 1054, 661, 1064]
paper-tagline: ಕನ್ನಡ ದಿನಪತ್ರಿಕೆ [480, 74, 516, 82]
story1-col4: ವ್ಯಾಜ್ಯ ಬಂದಲ್ಲಿ ನ್ಯಾಯಾಲಯಕ್ಕೆ ಹೋಗದೆ ಜಿಲ್ಲಾ ಕಾನೂನು ಸೇವಾ ಪ್ರಾಧಿಕಾರದಲ್ಲಿ ಅರ್ಜಿ ಸಲ್ಲಿಸಿದರೆ ಮೂರು ತಿಂಗಳಲ್ಲಿ ವ್ಯಾಜ್ಯ ಇತ್ಯರ್ಥಪಡಿಸುತ್ತಾರೆ ಎಂದರು. ಗ್ರಾಪಂ ಅಧ್ಯಕ್ಷೆ ಮಂಜುಳಾ ಶಿವಪ್ಪ ಹತ್ತಿಮರ, ಹಿರಿಯ ಸಿವಿಲ್ ನ್ಯಾಯಾಧೀಶ ಗುಡ್ಡಪ್ಪ ಬಸವಣ್ಣೆಪ್ಪ ಹಳ್ಳಾಕಾಯಿ, ಪ್ರಧಾನ ಸಿವಿಲ್ ನ್ಯಾಯಾಧೀಶ ನಾಗೇಶ ಪಾಟೀಲ, ಹೆಚ್ಚುವರಿ ಸಿವಿಲ್ ನ್ಯಾಯಾಧೀಶ ಮೇಘಾ ಸೋಮ್ಯಾನಾಯಕ್, ತಹಶೀಲ್ದಾರ್ ರವಿ ಅಂಗಡಿ, ತಾ.ಪಂ ಇಒ ರಾಮರೆಡ್ಡಿ ಪಾಟೀಲ, ಸಿಡಿಪಿಒ ಜಯಶ್ರೀ, ಗ್ರಾಪಂ ಅಭಿವೃದ್ಧಿ ಅಧಿಕಾರಿ ಸುರೇಶ ಚಲವಾದಿ, ವಕೀಲರ ಸಂಘದ ತಾಲ್ಲೂಕು ಅಧ್ಯಕ್ಷ ಶರಣಬಸಪ್ಪ ನಾಯಕ, ಉಪಾಧ್ಯಕ್ಷ ಪ್ರಕಾಶ ಕುಸುಗಲ್, ಗ್ರಾಪಂ ಸದಸ್ಯರು, ಸಿಬ್ಬಂದಿ ಉಪಸ್ಥಿತರಿದ್ದರು. [558, 182, 702, 374]
story4-photo-image [258, 819, 481, 939]
story4-byline: ■ ಡಿ.ಡಿ ನ್ಯೂಸ್ ಬೆಂಗಳೂರು [30, 874, 250, 884]
story5-photo-image [233, 1329, 363, 1459]
story3-headline: ತಾಲೂಕಿನಲ್ಲಿ ಶಿಕ್ಷಣ ಕ್ರಾಂತಿ ದೊಡ್ಡ ಮಟ್ಟದಲ್ಲಿ ನಡೆದಿದೆ ಅಭಿವೃದ್ಧಿಗೆ ರಾಯರಡ್ಡಿಯವರು ಮುಂದು: [402, 408, 694, 445]
top-color-strip [28, 8, 918, 12]
story5-col3: ಆಯೋಗವು ದುರುದ್ದೇಶಪೂರ್ವಕವಾಗಿ ಪರಿಶಿಷ್ಟ ಜಾತಿಯ ಸಮುದಾಯಗಳನ್ನು ವರ್ಗೀಕರಿಸಿದೆ. ಬಲಗೈ ಸಮುದಾಯಕ್ಕೆ ಶೇ 6ರಷ್ಟು ಮೀಸಲಾತಿ ನೀಡಲು ಶಿಫಾರಸು ಮಾಡಿದ್ದು ಇದು ಅವೈಜ್ಞಾನಿಕವಾಗಿದೆ. ಸರ್ಕಾರ ತಕ್ಷಣ ಸಚಿವ ಸಂಪುಟ ಉಪಸಮಿತಿ ರಚಿಸಿ ಲೋಪಗಳನ್ನು ಸರಿಪಡಿಸಬೇಕು. ಇಲ್ಲದಿದ್ದರೆ ರಾಜ್ಯಾದ್ಯಂತ ಉಗ್ರ ಹೋರಾಟ ನಡೆಸಲಾಗುವುದು ಎಂದು ಎಚ್ಚರಿಕೆ ನೀಡಿದರು. ಸಮುದಾಯದ ಮುಖಂಡರು ಉಪಸ್ಥಿತರಿದ್ದರು. [538, 1330, 702, 1438]
paper-logo [408, 32, 588, 83]
story2-headline: ಭಾರತೀಯರಾದ ನಾವು ದೇಶ ಸೇವೆಗೆ ಸಿದ್ದರಿರಬೇಕು: ಗಾವರಾಳ [30, 408, 304, 424]
story1-photo-image [210, 180, 555, 290]
story5-col1: ಒಳಮೀಸಲಾತಿ ಜಾರಿಗೆ ರಚಿಸಲಾಗಿದ್ದ ನಾಗಮೋಹನದಾಸ್ ವರದಿಯಲ್ಲಿ ಅನೇಕ ಲೋಪಗಳಿದ್ದು, ಇದರಿಂದ ಬಲಗೈ ಸಮುದಾಯಕ್ಕೆ ಅನ್ಯಾಯವಾಗುತ್ತಿದೆ. ನಮ್ಮ ಸಮುದಾಯದ ಬಗ್ಗೆ ಪೂರ್ವಗ್ರಹ ಪೀಡಿತರಾಗಿ ಅವರು ವರದಿ ನೀಡಿದ್ದು ವರದಿಯಲ್ಲಿನ ಲೋಪಗಳ ಬಗ್ಗೆ ಸರಕಾರ ಉಪಸಮಿತಿ ರಚಿಸಬೇಕು ಎಂದು ಕರ್ನಾಟಕ ಬಲಗೈ ಮಹಾಸಭಾದ ಮುಖಂಡರು ಆಗ್ರಹಿಸಿದರು. ಸಮುದಾಯದ ಮುಖಂಡ ಕೃಷ್ಣ ಇಟ್ಟಂಗಿ ಅವರು ನಗರದಲ್ಲಿ ಬುಧವಾರ ಪತ್ರಿಕಾಗೋಷ್ಠಿ [30, 1348, 226, 1442]
reason-item: 1) ಹೈಕೋರ್ಟ್ ಮಾಡಿದ ದೊಡ್ಡ ತಪ್ಪುಗಳ ಬಗ್ಗೆಯೂ ಸುಪ್ರೀಂಕೋರ್ಟ್ ಅಸಮಾಧಾನ ಹೊರಹಾಕಿದೆ. [493, 930, 684, 953]
